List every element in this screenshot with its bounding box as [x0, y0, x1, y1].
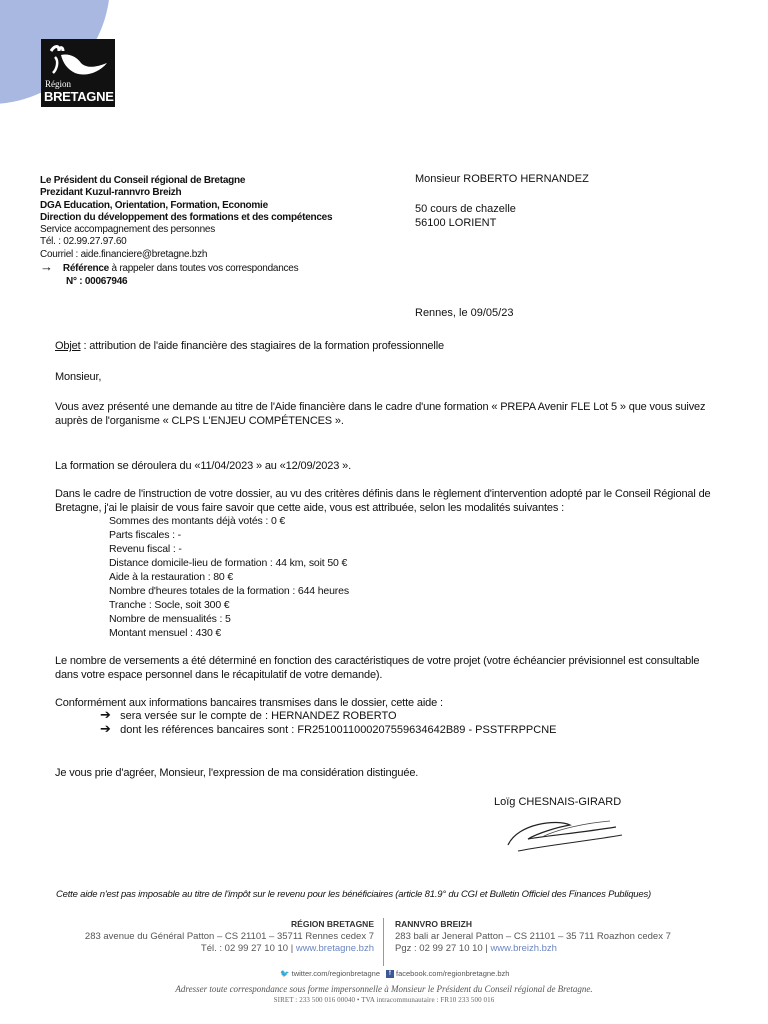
paragraph-dates: La formation se déroulera du «11/04/2023 » au «12/09/2023 ». [55, 460, 351, 472]
objet-text: : attribution de l'aide financière des stagiaires de la formation professionnelle [80, 340, 444, 352]
recipient-city: 56100 LORIENT [415, 217, 497, 229]
footer-left-title: RÉGION BRETAGNE [291, 919, 374, 929]
sender-service: Service accompagnement des personnes [40, 224, 215, 236]
sender-reference [40, 261, 332, 275]
logo-emblem-icon [47, 43, 109, 79]
twitter-text: twitter.com/regionbretagne [291, 969, 380, 978]
footer-left-web-link[interactable]: www.bretagne.bzh [295, 943, 374, 954]
footer-left-tel: Tél. : 02 99 27 10 10 [200, 943, 289, 954]
modalite-item: Nombre de mensualités : 5 [109, 613, 231, 625]
footer-separator: | [482, 943, 491, 954]
dossier-number: N° : 00067946 [66, 276, 128, 288]
footer-right-web-link[interactable]: www.breizh.bzh [490, 943, 557, 954]
sender-line3: DGA Education, Orientation, Formation, Economie [40, 199, 268, 211]
objet-line [55, 339, 715, 353]
footer-siret: SIRET : 233 500 016 00040 • TVA intracommunautaire : FR10 233 500 016 [273, 996, 495, 1004]
modalite-item: Revenu fiscal : - [109, 543, 182, 555]
twitter-icon: 🐦 [280, 969, 290, 978]
reference-label: Référence [62, 263, 109, 275]
reference-rest: à rappeler dans toutes vos correspondances [108, 263, 299, 275]
footer-rannvro-breizh [395, 918, 671, 956]
bank-account-holder: sera versée sur le compte de : HERNANDEZ ROBERTO [120, 710, 397, 722]
twitter-link[interactable] [280, 969, 380, 978]
closing-formula: Je vous prie d'agréer, Monsieur, l'expression de ma considération distinguée. [55, 767, 419, 779]
arrow-right-icon: ➔ [100, 721, 111, 736]
bank-item-1 [100, 709, 397, 723]
footer-right-tel: Pgz : 02 99 27 10 10 [395, 943, 483, 954]
modalite-item: Aide à la restauration : 80 € [109, 571, 234, 583]
sender-line4: Direction du développement des formations et des compétences [40, 211, 333, 223]
paragraph-bancaire: Conformément aux informations bancaires transmises dans le dossier, cette aide : [55, 697, 443, 709]
salutation: Monsieur, [55, 371, 102, 383]
facebook-icon: f [386, 970, 394, 978]
objet-label: Objet [55, 340, 81, 352]
logo-line2: BRETAGNE [44, 89, 114, 104]
sender-tel: Tél. : 02.99.27.97.60 [40, 236, 127, 248]
arrow-right-icon: → [40, 259, 53, 275]
region-bretagne-logo [41, 39, 115, 107]
paragraph-demande: Vous avez présenté une demande au titre de l'Aide financière dans le cadre d'une formation « PREPA Avenir FLE Lot 5 » que vous suivez auprès de l'organisme « CLPS L'ENJEU COMPÉTENCES ». [55, 401, 706, 427]
modalite-item: Sommes des montants déjà votés : 0 € [109, 515, 286, 527]
modalite-item: Montant mensuel : 430 € [109, 627, 222, 639]
bank-references: dont les références bancaires sont : FR2510011000207559634642B89 - PSSTFRPPCNE [120, 724, 557, 736]
footer-separator: | [288, 943, 296, 954]
bank-item-2 [100, 723, 556, 737]
recipient-block [415, 172, 589, 230]
tax-footnote: Cette aide n'est pas imposable au titre de l'impôt sur le revenu pour les bénéficiaires (article 81.9° du CGI et Bulletin Officiel des Finances Publiques) [56, 889, 651, 900]
sender-block [40, 175, 332, 289]
footer-right-address: 283 bali ar Jeneral Patton – CS 21101 – 35 711 Roazhon cedex 7 [395, 930, 671, 942]
recipient-street: 50 cours de chazelle [415, 203, 516, 215]
recipient-name: Monsieur ROBERTO HERNANDEZ [415, 173, 589, 185]
signature-icon [498, 815, 628, 859]
modalite-item: Nombre d'heures totales de la formation : 644 heures [109, 585, 349, 597]
sender-courriel: Courriel : aide.financiere@bretagne.bzh [40, 248, 208, 260]
logo-line1: Région [45, 79, 71, 89]
arrow-right-icon: ➔ [100, 707, 111, 722]
modalite-item: Tranche : Socle, soit 300 € [109, 599, 230, 611]
facebook-link[interactable] [386, 969, 509, 978]
paragraph-versements: Le nombre de versements a été déterminé en fonction des caractéristiques de votre projet (votre échéancier prévisionnel est consultable dans votre espace personnel dans le récapitulatif de votre demande). [55, 655, 700, 681]
sender-line2: Prezidant Kuzul-rannvro Breizh [40, 187, 182, 199]
footer-divider [383, 918, 384, 966]
modalite-item: Distance domicile-lieu de formation : 44 km, soit 50 € [109, 557, 348, 569]
signatory-name: Loïg CHESNAIS-GIRARD [494, 796, 622, 808]
footer-right-title: RANNVRO BREIZH [395, 919, 472, 929]
paragraph-instruction: Dans le cadre de l'instruction de votre dossier, au vu des critères définis dans le règlement d'intervention adopté par le Conseil Régional de Bretagne, j'ai le plaisir de vous faire savoir que cette aide, vous est attribuée, selon les modalités suivantes : [55, 488, 711, 514]
facebook-text: facebook.com/regionbretagne.bzh [396, 969, 510, 978]
sender-line1: Le Président du Conseil régional de Bretagne [40, 175, 246, 186]
footer-region-bretagne [85, 918, 374, 956]
footer-left-address: 283 avenue du Général Patton – CS 21101 – 35711 Rennes cedex 7 [84, 930, 374, 942]
footer-correspondence-note: Adresser toute correspondance sous forme impersonnelle à Monsieur le Président du Conseil régional de Bretagne. [175, 984, 593, 994]
letter-date: Rennes, le 09/05/23 [415, 307, 514, 319]
modalite-item: Parts fiscales : - [109, 529, 181, 541]
